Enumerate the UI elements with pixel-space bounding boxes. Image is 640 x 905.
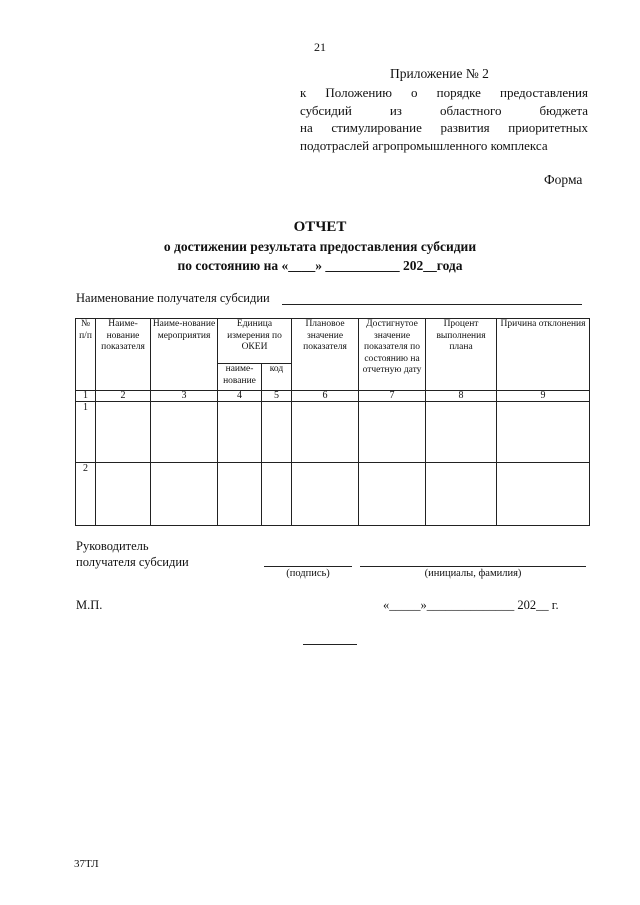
column-number: 4 [218,391,262,402]
column-number: 2 [96,391,151,402]
annex-title: Приложение № 2 [390,66,489,81]
header-percent: Процент выполнения плана [426,319,497,391]
table-row [76,463,590,526]
table-cell[interactable] [262,463,292,526]
head-signature-label [76,538,189,570]
table-cell[interactable] [151,463,218,526]
head-label-line: получателя субсидии [76,555,189,569]
column-number: 9 [497,391,590,402]
page-number: 21 [314,40,326,54]
recipient-label: Наименование получателя субсидии [76,291,270,305]
annex-line: субсидий из областного бюджета [300,102,588,118]
end-divider [303,644,357,645]
column-number: 1 [76,391,96,402]
table-cell[interactable] [218,463,262,526]
table-cell[interactable] [497,402,590,463]
annex-body [300,84,588,154]
header-event: Наиме-нование мероприятия [151,319,218,391]
header-unit-name: наиме-нование [218,364,262,391]
table-cell[interactable] [426,402,497,463]
column-number: 3 [151,391,218,402]
table-cell[interactable] [96,402,151,463]
report-table [75,318,590,526]
report-title: ОТЧЕТ [293,219,347,235]
header-unit: Единица измерения по ОКЕИ [218,319,292,364]
table-cell[interactable] [497,463,590,526]
header-unit-code: код [262,364,292,391]
recipient-field[interactable] [282,304,582,305]
annex-line: на стимулирование развития приоритетных [300,120,588,135]
signature-field[interactable] [264,566,352,567]
table-cell[interactable] [151,402,218,463]
table-cell[interactable] [292,463,359,526]
table-cell[interactable] [426,463,497,526]
annex-line: к Положению о порядке предоставления [300,85,588,100]
table-cell[interactable] [359,402,426,463]
header-num: № п/п [76,319,96,391]
column-number: 8 [426,391,497,402]
document-code: 37ТЛ [74,858,99,870]
report-date-line: по состоянию на «____» ___________ 202__года [177,258,463,273]
column-number: 5 [262,391,292,402]
header-achieved: Достигнутое значение показателя по состоянию на отчетную дату [359,319,426,391]
row-number: 1 [76,402,96,463]
name-field[interactable] [360,566,586,567]
header-indicator: Наиме-нование показателя [96,319,151,391]
form-label: Форма [544,172,583,187]
table-cell[interactable] [292,402,359,463]
table-cell[interactable] [218,402,262,463]
column-number: 6 [292,391,359,402]
stamp-label: М.П. [76,598,103,612]
row-number: 2 [76,463,96,526]
report-subtitle: о достижении результата предоставления субсидии [163,239,477,254]
signature-date: «_____»______________ 202__ г. [383,598,559,612]
table-row [76,402,590,463]
column-number: 7 [359,391,426,402]
header-planned: Плановое значение показателя [292,319,359,391]
name-caption: (инициалы, фамилия) [424,568,522,579]
table-cell[interactable] [96,463,151,526]
header-reason: Причина отклонения [497,319,590,391]
annex-line: подотраслей агропромышленного комплекса [300,137,548,153]
table-cell[interactable] [262,402,292,463]
signature-caption: (подпись) [286,568,330,579]
table-cell[interactable] [359,463,426,526]
head-label-line: Руководитель [76,539,149,553]
